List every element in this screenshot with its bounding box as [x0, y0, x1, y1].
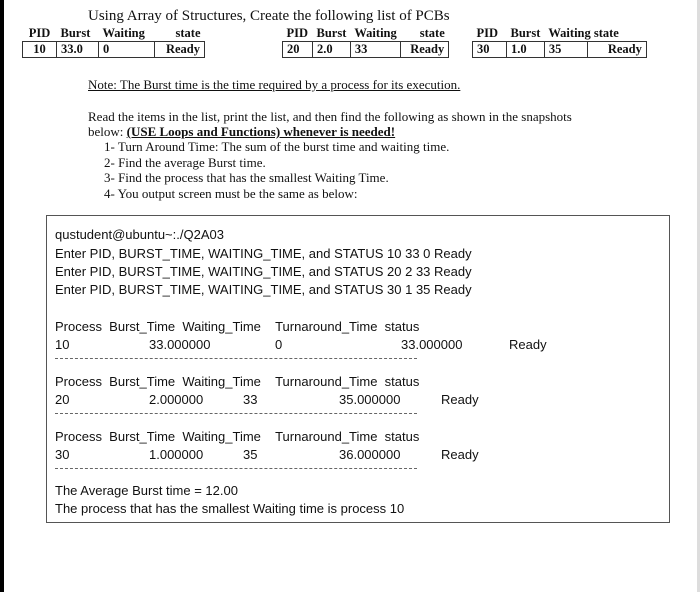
pcb-header-pid: PID — [23, 26, 57, 42]
list-item: 1- Turn Around Time: The sum of the burst time and waiting time. — [104, 139, 450, 154]
pcb-cell-pid: 30 — [473, 42, 507, 58]
separator-line — [55, 413, 417, 414]
pcb-cell-state: Ready — [587, 42, 646, 58]
pcb-header-pid: PID — [283, 26, 313, 42]
pcb-header-burst: Burst — [507, 26, 545, 42]
pcb-header-waiting: Waiting — [99, 26, 155, 42]
process-burst: 33.000000 — [149, 337, 211, 352]
pcb-header-burst: Burst — [313, 26, 351, 42]
list-item: 4- You output screen must be the same as below: — [104, 185, 358, 201]
pcb-cell-waiting: 33 — [350, 42, 400, 58]
process-waiting: 33 — [243, 392, 258, 407]
process-burst: 1.000000 — [149, 447, 204, 462]
terminal-output — [46, 215, 670, 523]
process-pid: 20 — [55, 392, 70, 407]
average-burst-text: The Average Burst time = 12.00 — [55, 483, 238, 498]
terminal-input-line: Enter PID, BURST_TIME, WAITING_TIME, and STATUS 20 2 33 Ready — [55, 264, 472, 279]
process-table-header: Process Burst_Time Waiting_Time Turnaround_Time status — [55, 319, 420, 334]
pcb-header-waiting-state: Waiting state — [544, 26, 646, 42]
process-status: Ready — [509, 337, 547, 352]
process-status: Ready — [441, 392, 479, 407]
pcb-header-state: state — [401, 26, 449, 42]
list-item: 3- Find the process that has the smallest Waiting Time. — [104, 170, 389, 185]
instructions-line-1: Read the items in the list, print the list, and then find the following as shown in the snapshots — [88, 109, 572, 124]
pcb-cell-waiting: 35 — [544, 42, 587, 58]
pcb-cell-waiting: 0 — [99, 42, 155, 58]
instructions-line-2-prefix: below: — [88, 124, 127, 139]
process-turnaround: 35.000000 — [339, 392, 401, 407]
pcb-header-waiting: Waiting — [350, 26, 400, 42]
process-status: Ready — [441, 447, 479, 462]
separator-line — [55, 468, 417, 469]
instructions — [88, 109, 608, 139]
terminal-input-line: Enter PID, BURST_TIME, WAITING_TIME, and STATUS 10 33 0 Ready — [55, 246, 472, 261]
terminal-input-line: Enter PID, BURST_TIME, WAITING_TIME, and STATUS 30 1 35 Ready — [55, 282, 472, 297]
process-pid: 30 — [55, 447, 70, 462]
process-waiting: 0 — [275, 337, 283, 352]
note-text: Note: The Burst time is the time required by a process for its execution. — [88, 77, 461, 92]
process-burst: 2.000000 — [149, 392, 204, 407]
process-turnaround: 33.000000 — [401, 337, 463, 352]
page-title: Using Array of Structures, Create the following list of PCBs — [88, 8, 450, 24]
smallest-wait-text: The process that has the smallest Waiting time is process 10 — [55, 501, 405, 516]
pcb-cell-burst: 2.0 — [313, 42, 351, 58]
pcb-cell-pid: 10 — [23, 42, 57, 58]
pcb-cell-burst: 33.0 — [57, 42, 99, 58]
page-left-border — [0, 0, 4, 592]
pcb-header-burst: Burst — [57, 26, 99, 42]
pcb-header-pid: PID — [473, 26, 507, 42]
pcb-cell-state: Ready — [155, 42, 205, 58]
list-item: 2- Find the average Burst time. — [104, 154, 266, 170]
process-table-header: Process Burst_Time Waiting_Time Turnaround_Time status — [55, 374, 420, 389]
pcb-cell-burst: 1.0 — [507, 42, 545, 58]
pcb-header-state: state — [155, 26, 205, 42]
process-turnaround: 36.000000 — [339, 447, 401, 462]
process-waiting: 35 — [243, 447, 258, 462]
instructions-line-2 — [88, 124, 608, 139]
terminal-prompt: qustudent@ubuntu~:./Q2A03 — [55, 227, 224, 242]
process-table-header: Process Burst_Time Waiting_Time Turnaround_Time status — [55, 429, 420, 444]
pcb-table-1 — [22, 26, 205, 58]
instructions-emphasis: (USE Loops and Functions) whenever is needed! — [126, 124, 396, 139]
pcb-cell-state: Ready — [401, 42, 449, 58]
pcb-cell-pid: 20 — [283, 42, 313, 58]
pcb-table-3 — [472, 26, 647, 58]
pcb-table-2 — [282, 26, 449, 58]
separator-line — [55, 358, 417, 359]
requirements-list — [104, 139, 449, 201]
process-pid: 10 — [55, 337, 70, 352]
